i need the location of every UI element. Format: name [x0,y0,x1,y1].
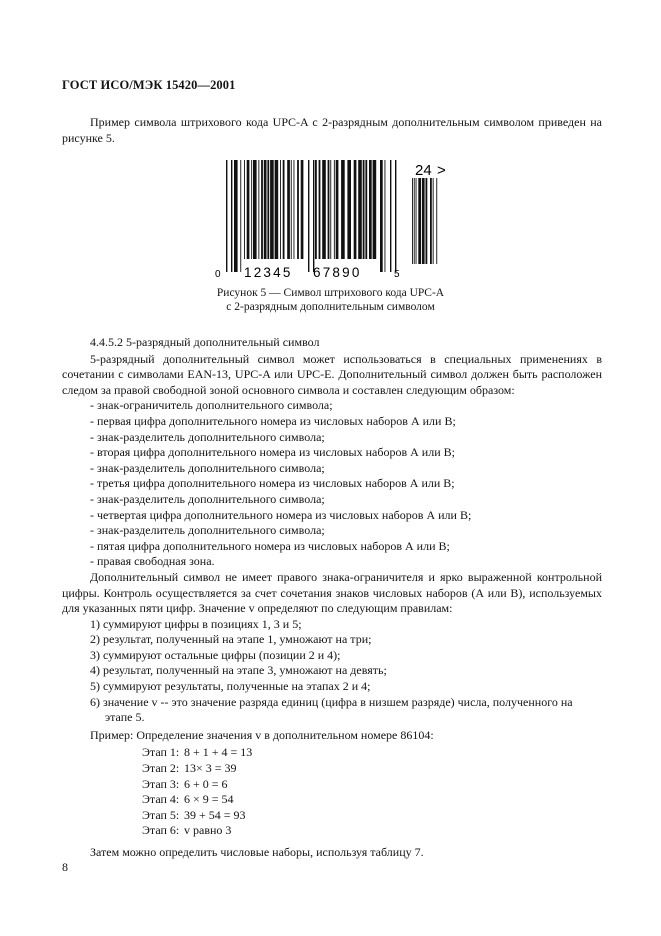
guard-bar [231,160,232,272]
barcode-bar [385,160,386,272]
barcode-bar [264,160,267,259]
addon-bar [426,178,428,264]
guard-bar [313,160,314,272]
guard-bar [308,160,309,272]
guard-bar [395,160,396,272]
addon-bar [418,178,421,264]
digits-left-group: 12345 [244,265,293,280]
example-step-expression: v равно 3 [184,823,232,838]
barcode-bar [240,160,241,272]
rule-item: 2) результат, полученный на этапе 1, умножают на три; [90,632,372,647]
barcode-bar [358,160,362,259]
addon-bar [416,178,417,264]
example-step-expression: 39 + 54 = 93 [184,807,246,822]
example-step-expression: 8 + 1 + 4 = 13 [184,745,253,760]
example-step-expression: 6 × 9 = 54 [184,792,234,807]
barcode-bar [328,160,330,259]
paragraph-1: 5-разрядный дополнительный символ может использоваться в специальных применениях в сочетании с символами EAN-13, UPC-A или UPC-E. Дополнительный символ должен быть расположен следом за правой свободной зоной основного символа и составлен следующим образом: [62,351,602,397]
list-item: - знак-ограничитель дополнительного символа; [90,398,333,413]
digit-left: 0 [215,269,221,280]
intro-paragraph: Пример символа штрихового кода UPC-A с 2-разрядным дополнительным символом приведен на рисунке 5. [62,115,602,145]
barcode-bar [297,160,299,259]
barcode-bar [319,160,321,259]
addon-barcode-bars [412,178,437,264]
example-step-label: Этап 3: [142,776,180,791]
list-item: - знак-разделитель дополнительного символа; [90,523,325,538]
barcode-bar [301,160,304,259]
digits-right-group: 67890 [313,265,362,280]
barcode-bar [253,160,257,259]
list-item: - знак-разделитель дополнительного символа; [90,460,325,475]
barcode-bar [244,160,245,259]
barcode-bar [365,160,367,259]
list-item: - вторая цифра дополнительного номера из числовых наборов А или В; [90,445,455,460]
figure-caption-line1: Рисунок 5 — Символ штрихового кода UPC-A [216,287,445,299]
barcode-bar [283,160,285,259]
example-step-label: Этап 6: [142,823,180,838]
example-step-row [142,792,602,808]
barcode-bar [322,160,326,259]
section-heading: 4.4.5.2 5-разрядный дополнительный символ [90,335,320,349]
barcode-bar [247,160,250,259]
addon-digits: 24 [415,162,432,179]
example-step-row [142,823,602,839]
example-step-row [142,761,602,777]
section-body [62,335,602,861]
barcode-bar [280,160,281,259]
barcode-bar [270,160,274,259]
barcode-figure [214,160,464,282]
example-steps [142,745,602,839]
barcode-bar [234,160,238,272]
barcode-bar [347,160,351,259]
paragraph-2: Дополнительный символ не имеет правого знака-ограничителя и ярко выраженной контрольной цифры. Контроль осуществляется за счет сочетания знаков числовых наборов (А или В), используемых для указанных пяти цифр. Значение v определяют по следующим правилам: [62,569,602,616]
example-step-row [142,808,602,824]
example-intro: Пример: Определение значения v в дополнительном номере 86104: [90,727,434,742]
main-barcode-bars [226,160,396,272]
barcode-bar [330,160,331,259]
example-step-expression: 13× 3 = 39 [184,761,237,776]
rules-list [62,617,602,726]
example-step-label: Этап 5: [142,807,180,822]
barcode-bar [258,160,259,259]
barcode-bar [334,160,335,259]
barcode-bar [261,160,263,259]
barcode-bar [294,160,295,259]
addon-marker: > [437,162,446,179]
example-step-label: Этап 1: [142,745,180,760]
barcode-bar [287,160,290,259]
barcode-bar [315,160,317,259]
example-step-expression: 6 + 0 = 6 [184,776,228,791]
addon-bar [433,178,434,264]
barcode-bar [267,160,269,259]
barcode-bar [380,160,383,272]
barcode-bar [291,160,292,259]
barcode-bar [354,160,357,259]
addon-bar [436,178,437,264]
addon-bar [430,178,432,264]
list-item: - правая свободная зона. [90,554,215,569]
list-item: - четвертая цифра дополнительного номера из числовых наборов А или В; [90,507,472,522]
barcode-bar [341,160,345,259]
barcode-bar [373,160,377,259]
document-header: ГОСТ ИСО/МЭК 15420—2001 [62,78,236,92]
list-item: - знак-разделитель дополнительного символа; [90,491,325,506]
example-step-label: Этап 2: [142,761,180,776]
rule-item: 6) значение v -- это значение разряда единиц (цифра в низшем разряде) числа, полученного на этапе 5. [90,694,573,725]
rule-item: 3) суммируют остальные цифры (позиции 2 и 4); [90,647,341,662]
rule-item: 4) результат, полученный на этапе 3, умножают на девять; [90,663,387,678]
addon-bar [412,178,413,264]
list-item: - первая цифра дополнительного номера из числовых наборов А или В; [90,413,456,428]
barcode-bar [251,160,252,259]
barcode-bar [336,160,339,259]
barcode-bar [369,160,372,259]
page-number: 8 [62,860,68,874]
barcode-bar [363,160,365,259]
guard-bar [226,160,227,272]
list-item: - третья цифра дополнительного номера из числовых наборов А или В; [90,476,455,491]
rule-item: 1) суммируют цифры в позициях 1, 3 и 5; [90,616,302,631]
digit-right: 5 [394,269,400,280]
guard-bar [390,160,391,272]
example-step-row [142,777,602,793]
list-item: - знак-разделитель дополнительного символа; [90,429,325,444]
list-item: - пятая цифра дополнительного номера из числовых наборов А или В; [90,538,450,553]
addon-bar [414,178,415,264]
example-step-label: Этап 4: [142,792,180,807]
barcode-bar [275,160,279,259]
conclusion: Затем можно определить числовые наборы, используя таблицу 7. [90,845,424,859]
example-step-row [142,745,602,761]
rule-item: 5) суммируют результаты, полученные на этапах 2 и 4; [90,679,371,694]
addon-bar [422,178,425,264]
figure-caption-line2: с 2-разрядным дополнительным символом [226,301,435,313]
structure-list [62,398,602,570]
